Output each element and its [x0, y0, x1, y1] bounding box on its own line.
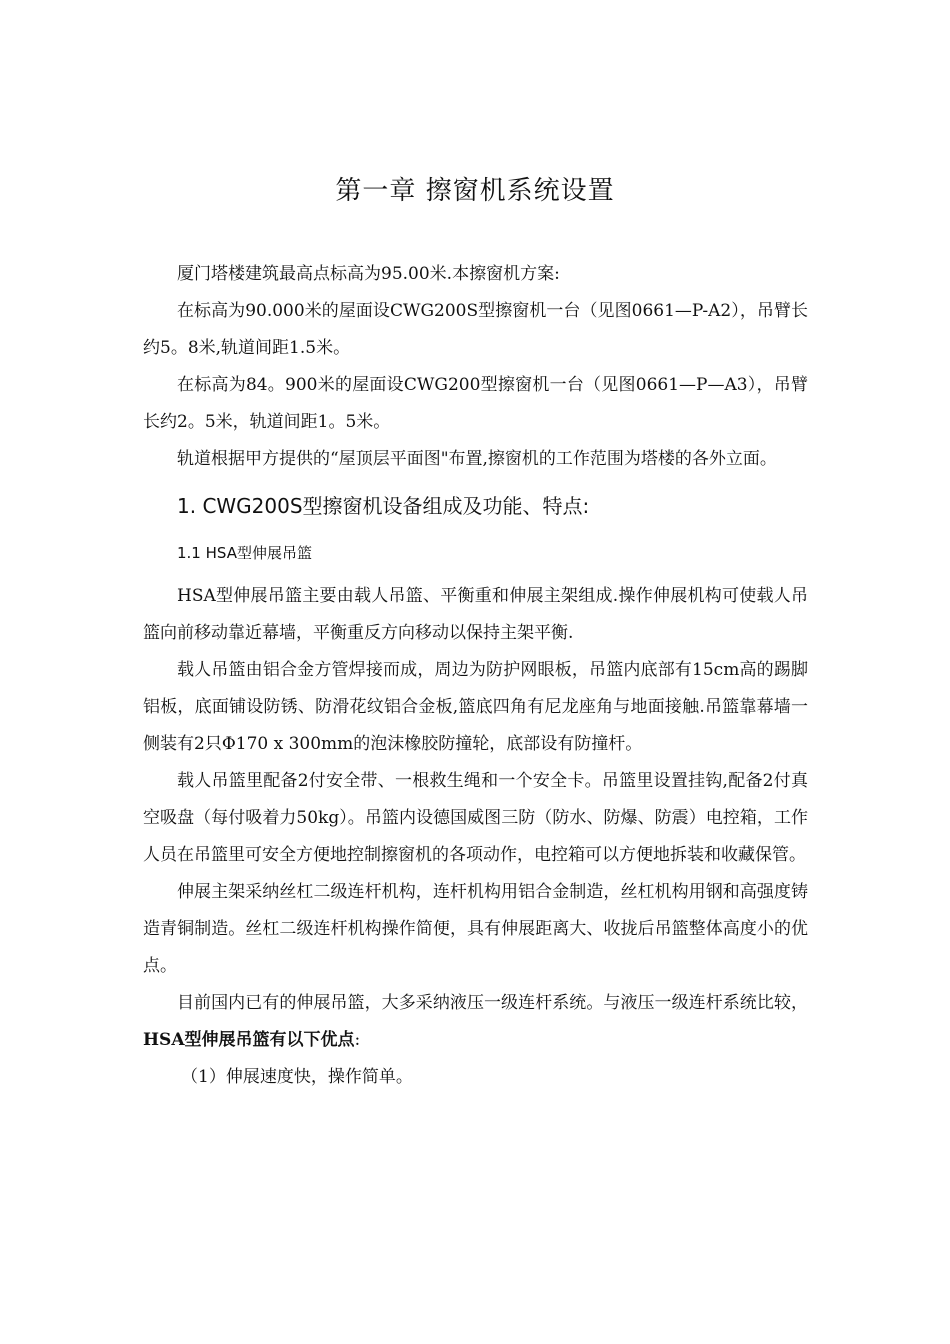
advantage-item: （1）伸展速度快，操作简单。	[181, 1067, 413, 1087]
body-paragraph: 伸展主架采纳丝杠二级连杆机构，连杆机构用铝合金制造，丝杠机构用钢和高强度铸造青铜制造。丝杠二级连杆机构操作简便，具有伸展距离大、收拢后吊篮整体高度小的优点。	[143, 882, 808, 976]
comparison-tail: :	[354, 1030, 361, 1050]
intro-paragraph: 厦门塔楼建筑最高点标高为95.00米.本擦窗机方案:	[177, 264, 560, 284]
intro-paragraph: 在标高为90.000米的屋面设CWG200S型擦窗机一台（见图0661—P-A2），吊臂长约5。8米,轨道间距1.5米。	[143, 301, 808, 358]
chapter-title: 第一章 擦窗机系统设置	[335, 176, 615, 206]
body-paragraph: HSA型伸展吊篮主要由载人吊篮、平衡重和伸展主架组成.操作伸展机构可使载人吊篮向前移动靠近幕墙，平衡重反方向移动以保持主架平衡.	[143, 586, 808, 643]
intro-paragraph: 在标高为84。900米的屋面设CWG200型擦窗机一台（见图0661—P—A3），吊臂长约2。5米，轨道间距1。5米。	[143, 375, 808, 432]
section-heading: 1. CWG200S型擦窗机设备组成及功能、特点:	[177, 494, 590, 518]
subsection-heading: 1.1 HSA型伸展吊篮	[177, 544, 312, 562]
document-body	[143, 256, 808, 1096]
comparison-paragraph	[143, 985, 808, 1059]
body-paragraph: 载人吊篮里配备2付安全带、一根救生绳和一个安全卡。吊篮里设置挂钩,配备2付真空吸盘（每付吸着力50kg）。吊篮内设德国威图三防（防水、防爆、防震）电控箱，工作人员在吊篮里可安全方便地控制擦窗机的各项动作，电控箱可以方便地拆装和收藏保管。	[143, 771, 808, 865]
comparison-bold: HSA型伸展吊篮有以下优点	[143, 1030, 355, 1050]
body-paragraph: 载人吊篮由铝合金方管焊接而成，周边为防护网眼板，吊篮内底部有15cm高的踢脚铝板，底面铺设防锈、防滑花纹铝合金板,篮底四角有尼龙座角与地面接触.吊篮靠幕墙一侧装有2只Φ170 x 300mm的泡沫橡胶防撞轮，底部设有防撞杆。	[143, 660, 808, 754]
intro-paragraph: 轨道根据甲方提供的“屋顶层平面图"布置,擦窗机的工作范围为塔楼的各外立面。	[177, 449, 777, 469]
comparison-text: 目前国内已有的伸展吊篮，大多采纳液压一级连杆系统。与液压一级连杆系统比较，	[177, 993, 808, 1013]
